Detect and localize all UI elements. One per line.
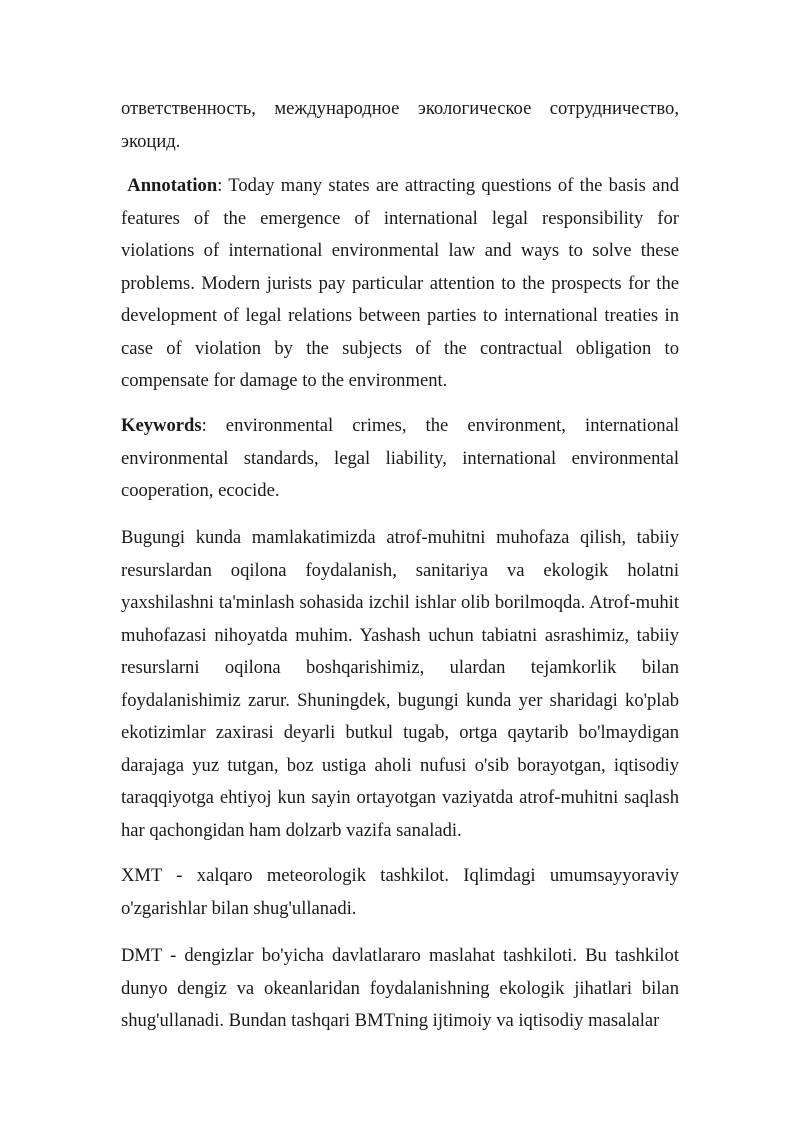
keywords-label: Keywords [121,415,202,436]
main-paragraph: Bugungi kunda mamlakatimizda atrof-muhitni muhofaza qilish, tabiiy resurslardan oqilona foydalanish, sanitariya va ekologik holatni yaxshilashni ta'minlash sohasida izchil ishlar olib borilmoqda. Atrof-muhit muhofazasi nihoyatda muhim. Yashash uchun tabiatni asrashimiz, tabiiy resurslarni oqilona boshqarishimiz, ulardan tejamkorlik bilan foydalanishimiz zarur. Shuningdek, bugungi kunda yer sharidagi ko'plab ekotizimlar zaxirasi deyarli butkul tugab, ortga qaytarib bo'lmaydigan darajaga yuz tutgan, boz ustiga aholi nufusi o'sib borayotgan, iqtisodiy taraqqiyotga ehtiyoj kun sayin ortayotgan vaziyatda atrof-muhitni saqlash har qachongidan ham dolzarb vazifa sanaladi. [121,527,679,841]
annotation-text: : Today many states are attracting questions of the basis and features of the emergence of international legal responsibility for violations of international environmental law and ways to solve these problems. Modern jurists pay particular attention to the prospects for the development of legal relations between parties to international treaties in case of violation by the subjects of the contractual obligation to compensate for damage to the environment. [121,175,679,391]
annotation-paragraph [121,170,679,398]
annotation-label: Annotation [127,175,218,196]
keywords-text: : environmental crimes, the environment, international environmental standards, legal liability, international environmental cooperation, ecocide. [121,415,679,501]
dmt-paragraph: DMT - dengizlar bo'yicha davlatlararo maslahat tashkiloti. Bu tashkilot dunyo dengiz va okeanlaridan foydalanishning ekologik jihatlari bilan shug'ullanadi. Bundan tashqari BMTning ijtimoiy va iqtisodiy masalalar [121,945,679,1031]
intro-paragraph: ответственность, международное экологическое сотрудничество, экоцид. [121,98,679,152]
keywords-paragraph [121,410,679,508]
xmt-paragraph: XMT - xalqaro meteorologik tashkilot. Iqlimdagi umumsayyoraviy o'zgarishlar bilan shug'ullanadi. [121,865,679,919]
